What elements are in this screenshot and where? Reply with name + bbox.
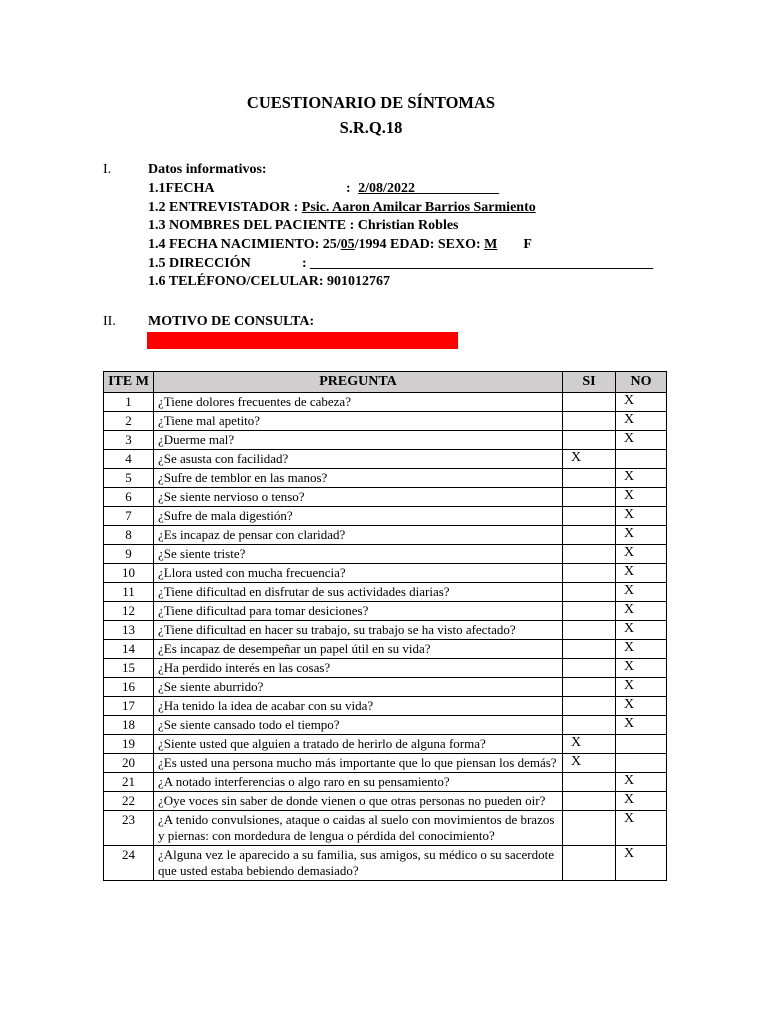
row-si-mark [563, 678, 616, 697]
row-question: ¿Se siente nervioso o tenso? [154, 488, 563, 507]
fecha-field [346, 181, 499, 197]
row-question: ¿Se siente cansado todo el tiempo? [154, 716, 563, 735]
table-row [104, 507, 667, 526]
telefono-row: 1.6 TELÉFONO/CELULAR: 901012767 [148, 274, 391, 289]
table-row [104, 431, 667, 450]
table-row [104, 678, 667, 697]
table-row [104, 393, 667, 412]
row-no-mark: X [616, 393, 667, 412]
row-question: ¿Es usted una persona mucho más importante que lo que piensan los demás? [154, 754, 563, 773]
fecha-value: 2/08/2022 [358, 181, 415, 196]
row-item-number: 14 [104, 640, 154, 659]
row-no-mark: X [616, 678, 667, 697]
row-no-mark: X [616, 640, 667, 659]
row-item-number: 13 [104, 621, 154, 640]
row-item-number: 23 [104, 811, 154, 846]
row-si-mark [563, 640, 616, 659]
row-si-mark: X [563, 450, 616, 469]
header-si: SI [563, 372, 616, 393]
row-question: ¿Tiene mal apetito? [154, 412, 563, 431]
row-item-number: 7 [104, 507, 154, 526]
section1-numeral: I. [103, 162, 112, 177]
row-no-mark: X [616, 488, 667, 507]
fecha-label: 1.1FECHA [148, 181, 215, 196]
row-item-number: 19 [104, 735, 154, 754]
row-no-mark [616, 754, 667, 773]
row-si-mark: X [563, 735, 616, 754]
symptoms-table [103, 371, 667, 881]
row-si-mark [563, 545, 616, 564]
row-item-number: 4 [104, 450, 154, 469]
row-item-number: 11 [104, 583, 154, 602]
table-row [104, 773, 667, 792]
row-question: ¿Tiene dificultad en hacer su trabajo, su trabajo se ha visto afectado? [154, 621, 563, 640]
document-subtitle: S.R.Q.18 [339, 118, 403, 137]
nacimiento-row [148, 237, 532, 253]
row-item-number: 3 [104, 431, 154, 450]
nacimiento-month: 05 [340, 237, 355, 252]
table-row [104, 564, 667, 583]
row-item-number: 21 [104, 773, 154, 792]
row-item-number: 6 [104, 488, 154, 507]
row-question: ¿Oye voces sin saber de donde vienen o que otras personas no pueden oir? [154, 792, 563, 811]
table-row [104, 545, 667, 564]
row-no-mark: X [616, 792, 667, 811]
nacimiento-rest: /1994 EDAD: SEXO: [354, 237, 485, 252]
row-item-number: 18 [104, 716, 154, 735]
row-si-mark [563, 659, 616, 678]
row-no-mark: X [616, 583, 667, 602]
row-no-mark: X [616, 846, 667, 881]
table-row [104, 659, 667, 678]
row-si-mark [563, 412, 616, 431]
row-si-mark [563, 431, 616, 450]
row-no-mark: X [616, 811, 667, 846]
row-question: ¿Llora usted con mucha frecuencia? [154, 564, 563, 583]
row-no-mark: X [616, 545, 667, 564]
row-question: ¿Tiene dolores frecuentes de cabeza? [154, 393, 563, 412]
row-no-mark: X [616, 697, 667, 716]
fecha-sep: : [346, 181, 351, 196]
row-item-number: 22 [104, 792, 154, 811]
row-question: ¿Se siente triste? [154, 545, 563, 564]
row-item-number: 15 [104, 659, 154, 678]
section1-heading: Datos informativos: [148, 162, 267, 177]
row-question: ¿Sufre de mala digestión? [154, 507, 563, 526]
direccion-label: 1.5 DIRECCIÓN [148, 256, 251, 271]
table-row [104, 754, 667, 773]
row-question: ¿Sufre de temblor en las manos? [154, 469, 563, 488]
row-no-mark: X [616, 621, 667, 640]
entrevistador-value: Psic. Aaron Amilcar Barrios Sarmiento [301, 200, 536, 215]
table-row [104, 602, 667, 621]
row-si-mark [563, 697, 616, 716]
row-item-number: 1 [104, 393, 154, 412]
row-item-number: 12 [104, 602, 154, 621]
table-row [104, 811, 667, 846]
row-question: ¿Alguna vez le aparecido a su familia, sus amigos, su médico o su sacerdote que usted estaba bebiendo demasiado? [154, 846, 563, 881]
row-question: ¿Tiene dificultad en disfrutar de sus actividades diarias? [154, 583, 563, 602]
direccion-value: : _________________________________________________ [302, 256, 654, 271]
table-row [104, 716, 667, 735]
row-item-number: 8 [104, 526, 154, 545]
header-item: ITE M [104, 372, 154, 393]
row-item-number: 16 [104, 678, 154, 697]
row-question: ¿Tiene dificultad para tomar desiciones? [154, 602, 563, 621]
row-question: ¿Siente usted que alguien a tratado de herirlo de alguna forma? [154, 735, 563, 754]
row-si-mark [563, 393, 616, 412]
document-title: CUESTIONARIO DE SÍNTOMAS [246, 93, 496, 112]
row-si-mark [563, 621, 616, 640]
row-si-mark [563, 488, 616, 507]
table-row [104, 846, 667, 881]
row-no-mark [616, 450, 667, 469]
row-item-number: 17 [104, 697, 154, 716]
row-item-number: 9 [104, 545, 154, 564]
row-no-mark: X [616, 773, 667, 792]
row-no-mark: X [616, 659, 667, 678]
row-si-mark [563, 526, 616, 545]
entrevistador-label: 1.2 ENTREVISTADOR : [148, 200, 299, 215]
row-question: ¿Es incapaz de pensar con claridad? [154, 526, 563, 545]
row-question: ¿Se asusta con facilidad? [154, 450, 563, 469]
nacimiento-label: 1.4 FECHA NACIMIENTO: 25/ [148, 237, 341, 252]
row-si-mark [563, 846, 616, 881]
row-no-mark: X [616, 602, 667, 621]
row-item-number: 24 [104, 846, 154, 881]
row-question: ¿A tenido convulsiones, ataque o caidas al suelo con movimientos de brazos y piernas: con mordedura de lengua o pérdida del conocimiento? [154, 811, 563, 846]
row-item-number: 10 [104, 564, 154, 583]
row-si-mark [563, 583, 616, 602]
row-no-mark: X [616, 412, 667, 431]
section2-heading: MOTIVO DE CONSULTA: [148, 314, 315, 329]
row-question: ¿Ha tenido la idea de acabar con su vida? [154, 697, 563, 716]
table-row [104, 412, 667, 431]
row-item-number: 20 [104, 754, 154, 773]
table-row [104, 697, 667, 716]
row-no-mark: X [616, 716, 667, 735]
table-row [104, 469, 667, 488]
header-pregunta: PREGUNTA [154, 372, 563, 393]
fecha-blank: ____________ [414, 181, 499, 196]
row-si-mark [563, 811, 616, 846]
table-row [104, 488, 667, 507]
row-si-mark [563, 507, 616, 526]
row-item-number: 5 [104, 469, 154, 488]
row-si-mark [563, 773, 616, 792]
row-question: ¿Ha perdido interés en las cosas? [154, 659, 563, 678]
row-question: ¿A notado interferencias o algo raro en su pensamiento? [154, 773, 563, 792]
row-item-number: 2 [104, 412, 154, 431]
table-row [104, 735, 667, 754]
row-no-mark [616, 735, 667, 754]
sexo-f: F [523, 237, 532, 252]
row-no-mark: X [616, 469, 667, 488]
row-si-mark: X [563, 754, 616, 773]
table-row [104, 621, 667, 640]
sexo-m: M [484, 237, 498, 252]
table-row [104, 526, 667, 545]
row-si-mark [563, 564, 616, 583]
table-row [104, 792, 667, 811]
row-no-mark: X [616, 431, 667, 450]
row-si-mark [563, 602, 616, 621]
section2-numeral: II. [103, 314, 116, 329]
row-question: ¿Es incapaz de desempeñar un papel útil en su vida? [154, 640, 563, 659]
row-question: ¿Duerme mal? [154, 431, 563, 450]
row-no-mark: X [616, 507, 667, 526]
nombres-row: 1.3 NOMBRES DEL PACIENTE : Christian Robles [148, 218, 459, 233]
redacted-block [147, 332, 458, 349]
table-row [104, 640, 667, 659]
row-si-mark [563, 792, 616, 811]
row-si-mark [563, 716, 616, 735]
table-row [104, 583, 667, 602]
entrevistador-row [148, 200, 536, 216]
row-no-mark: X [616, 564, 667, 583]
row-si-mark [563, 469, 616, 488]
table-row [104, 450, 667, 469]
row-no-mark: X [616, 526, 667, 545]
header-no: NO [616, 372, 667, 393]
row-question: ¿Se siente aburrido? [154, 678, 563, 697]
